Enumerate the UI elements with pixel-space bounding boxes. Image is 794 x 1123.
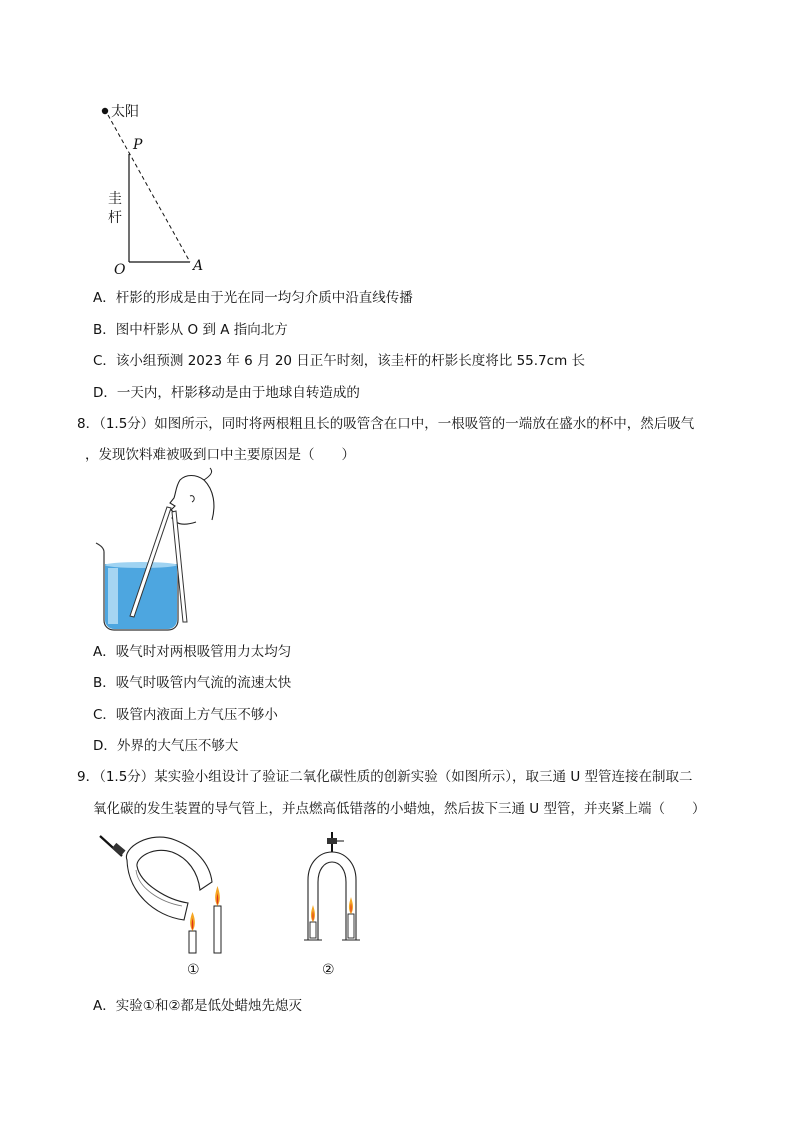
- pole-label-1: 圭: [108, 191, 122, 207]
- q8-option-b: B．吸气时吸管内气流的流速太快: [93, 675, 292, 691]
- candle-high-2: [348, 914, 354, 938]
- q7-option-c: C．该小组预测 2023 年 6 月 20 日正午时刻，该圭杆的杆影长度将比 55.7cm 长: [93, 353, 586, 369]
- candle-low-1: [189, 931, 196, 953]
- point-p-label: P: [133, 137, 143, 153]
- q7-option-a: A．杆影的形成是由于光在同一均匀介质中沿直线传播: [93, 290, 413, 306]
- sun-label: 太阳: [111, 104, 139, 120]
- q8-stem-line-1: 8．（1.5分）如图所示，同时将两根粗且长的吸管含在口中，一根吸管的一端放在盛水的杯中，然后吸气: [77, 416, 695, 432]
- q8-stem-line-2: ，发现饮料难被吸到口中主要原因是（ ）: [85, 447, 355, 463]
- q8-option-c: C．吸管内液面上方气压不够小: [93, 707, 278, 723]
- q8-option-d: D．外界的大气压不够大: [93, 738, 239, 754]
- figure-2-apparatus: [304, 832, 360, 940]
- top-clamp: [327, 838, 337, 844]
- candle-high-1: [214, 906, 221, 953]
- figure-1-label: ①: [187, 962, 200, 978]
- pole-label-2: 杆: [108, 210, 122, 226]
- point-o-label: O: [114, 262, 126, 278]
- q9-stem-line-1: 9．（1.5分）某实验小组设计了验证二氧化碳性质的创新实验（如图所示），取三通 U 型管连接在制取二: [77, 769, 693, 785]
- q7-option-d: D．一天内，杆影移动是由于地球自转造成的: [93, 385, 360, 401]
- q9-stem-line-2: 氧化碳的发生装置的导气管上，并点燃高低错落的小蜡烛，然后拔下三通 U 型管，并夹紧上端（ ）: [93, 801, 706, 817]
- q9-option-a: A．实验①和②都是低处蜡烛先熄灭: [93, 998, 302, 1014]
- figure-2-label: ②: [322, 962, 335, 978]
- u-tube-1: [126, 837, 212, 920]
- point-a-label: A: [193, 258, 204, 274]
- q7-option-b: B．图中杆影从 O 到 A 指向北方: [93, 322, 288, 338]
- q8-option-a: A．吸气时对两根吸管用力太均匀: [93, 644, 292, 660]
- figure-1-apparatus: [100, 836, 221, 953]
- candle-low-2: [310, 922, 316, 938]
